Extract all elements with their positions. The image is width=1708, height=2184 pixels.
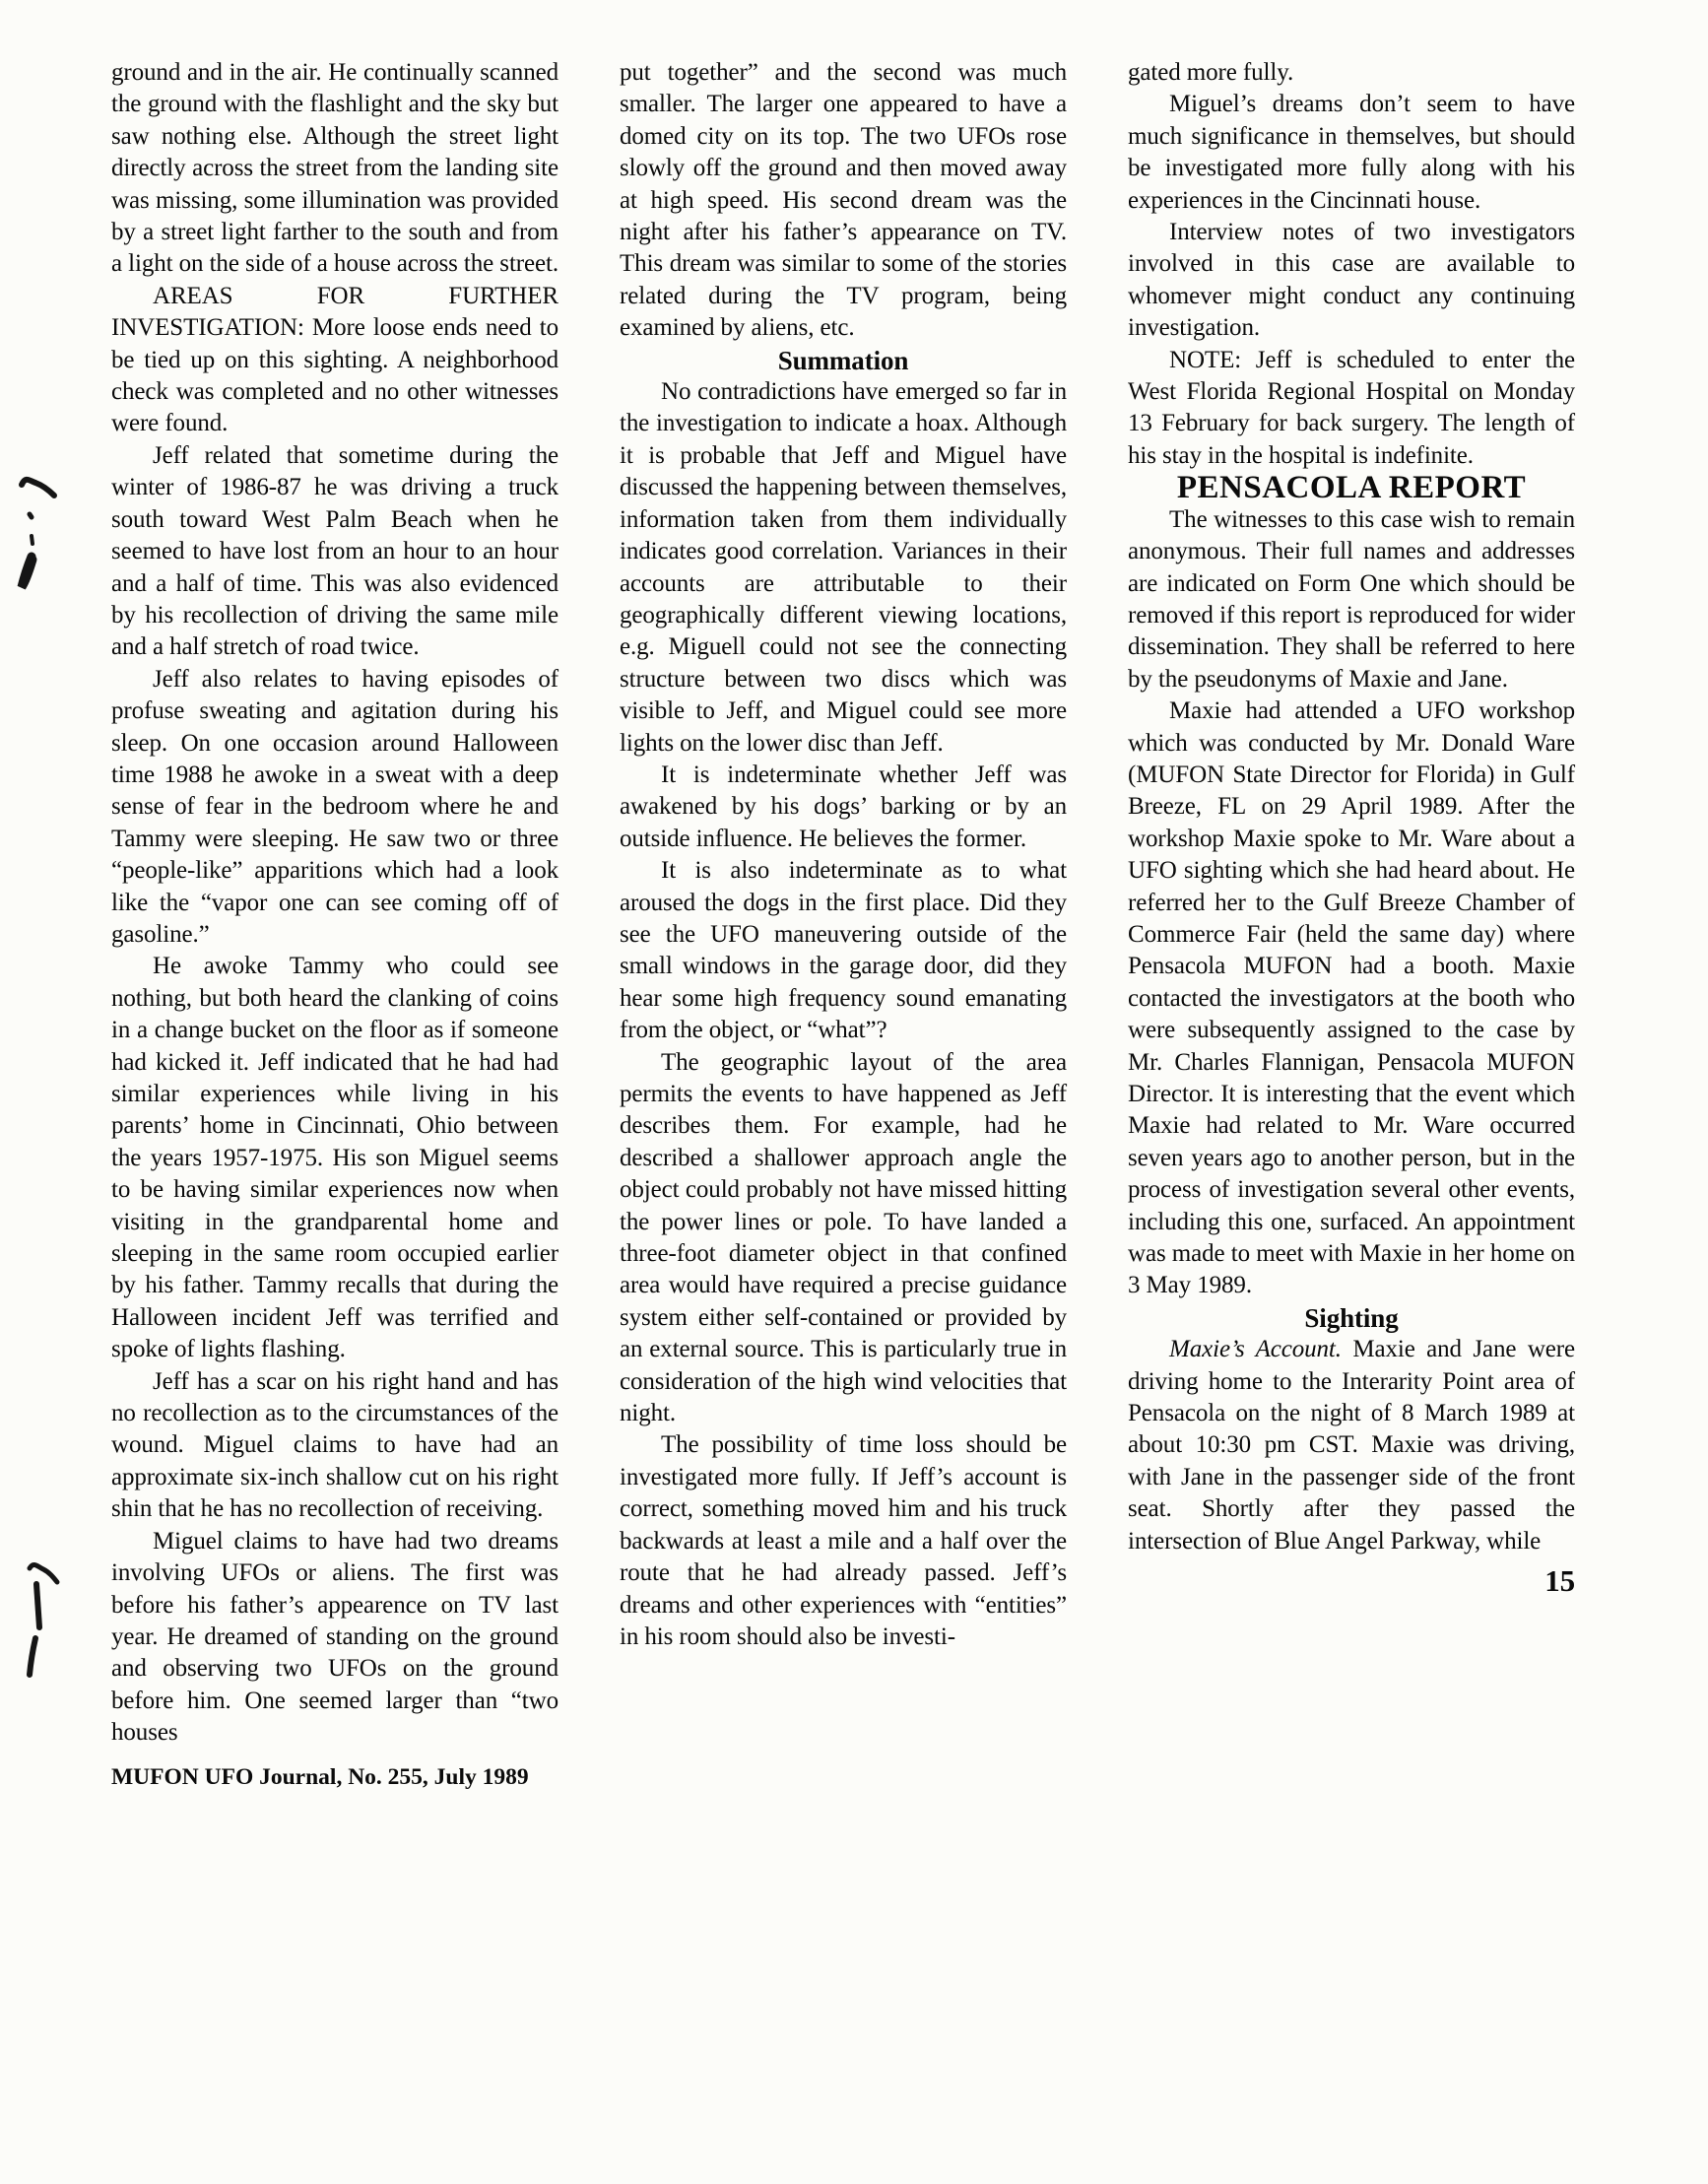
paragraph-areas-for-investigation: AREAS FOR FURTHER INVESTIGATION: More loose ends need to be tied up on this sighting. A neighborhood check was completed and no other witnesses were found. bbox=[111, 282, 558, 437]
column-2 bbox=[620, 57, 1067, 1793]
maxies-account-text: Maxie and Jane were driving home to the Interarity Point area of Pensacola on the night of 8 March 1989 at about 10:30 pm CST. Maxie was driving, with Jane in the passenger side of the front seat. Shortly after they passed the intersection of Blue Angel Parkway, while bbox=[1128, 1336, 1575, 1555]
paragraph-scar: Jeff has a scar on his right hand and has no recollection as to the circumstances of the wound. Miguel claims to have had an approximate six-inch shallow cut on his right shin that he has no recollection of receiving. bbox=[111, 1367, 558, 1523]
paragraph-no-contradictions: No contradictions have emerged so far in the investigation to indicate a hoax. Although it is probable that Jeff and Miguel have discussed the happening between themselves, information taken from them individually indicates good correlation. Variances in their accounts are attributable to their geographically different viewing locations, e.g. Miguell could not see the connecting structure between two discs which was visible to Jeff, and Miguel could see more lights on the lower disc than Jeff. bbox=[620, 378, 1067, 757]
paragraph-note-hospital: NOTE: Jeff is scheduled to enter the West Florida Regional Hospital on Monday 13 February for back surgery. The length of his stay in the hospital is indefinite. bbox=[1128, 346, 1575, 469]
paragraph-time-loss: Jeff related that sometime during the winter of 1986-87 he was driving a truck south toward West Palm Beach when he seemed to have lost from an hour to an hour and a half of time. This was also evidenced by his recollection of driving the same mile and a half stretch of road twice. bbox=[111, 441, 558, 661]
heading-sighting: Sighting bbox=[1304, 1302, 1399, 1333]
paragraph-continuation: ground and in the air. He continually scanned the ground with the flashlight and the sky but saw nothing else. Although the street light directly across the street from the landing site was missing, some illumination was provided by a street light farther to the south and from a light on the side of a house across the street. bbox=[111, 59, 558, 278]
paragraph-witnesses-anonymous: The witnesses to this case wish to remain anonymous. Their full names and addresses are indicated on Form One which should be removed if this report is reproduced for wider dissemination. They shall be referred to here by the pseudonyms of Maxie and Jane. bbox=[1128, 505, 1575, 693]
paragraph-continuation: gated more fully. bbox=[1128, 59, 1294, 86]
text-columns bbox=[111, 57, 1575, 1793]
paragraph-sleep-episodes: Jeff also relates to having episodes of profuse sweating and agitation during his sleep. On one occasion around Halloween time 1988 he awoke in a sweat with a deep sense of fear in the bedroom where he and Tammy were sleeping. He saw two or three “people-like” apparitions which had a look like the “vapor one can see coming off of gasoline.” bbox=[111, 665, 558, 948]
paragraph-geographic-layout: The geographic layout of the area permits the events to have happened as Jeff describes them. For example, had he described a shallower approach angle the object could probably not have missed hitting the power lines or pole. To have landed a three-foot diameter object in that confined area would have required a precise guidance system either self-contained or provided by an external source. This is particularly true in consideration of the high wind velocities that night. bbox=[620, 1048, 1067, 1427]
paragraph-tammy: He awoke Tammy who could see nothing, but both heard the clanking of coins in a change bucket on the floor as if someone had kicked it. Jeff indicated that he had had similar experiences while living in his parents’ home in Cincinnati, Ohio between the years 1957-1975. His son Miguel seems to be having similar experiences now when visiting in the grandparental home and sleeping in the same room occupied earlier by his father. Tammy recalls that during the Halloween incident Jeff was terrified and spoke of lights flashing. bbox=[111, 953, 558, 1363]
paragraph-miguel-dreams: Miguel claims to have had two dreams involving UFOs or aliens. The first was before his father’s appearence on TV last year. He dreamed of standing on the ground and observing two UFOs on the ground before him. One seemed larger than “two houses bbox=[111, 1527, 558, 1747]
paragraph-time-loss-possibility: The possibility of time loss should be investigated more fully. If Jeff’s account is correct, something moved him and his truck backwards at least a mile and a half over the route that he had already passed. Jeff’s dreams and other experiences with “entities” in his room should also be investi- bbox=[620, 1431, 1067, 1650]
maxies-account-lead: Maxie’s Account. bbox=[1169, 1336, 1342, 1363]
margin-pen-marks bbox=[0, 0, 79, 2184]
column-3 bbox=[1128, 57, 1575, 1793]
heading-summation: Summation bbox=[777, 345, 909, 375]
column-1 bbox=[111, 57, 558, 1793]
paragraph-maxies-account bbox=[1128, 1334, 1575, 1557]
paragraph-continuation: put together” and the second was much smaller. The larger one appeared to have a domed city on its top. The two UFOs rose slowly off the ground and then moved away at high speed. His second dream was the night after his father’s appearance on TV. This dream was similar to some of the stories related during the TV program, being examined by aliens, etc. bbox=[620, 59, 1067, 342]
paragraph-indeterminate-dogs: It is also indeterminate as to what aroused the dogs in the first place. Did they see the UFO maneuvering outside of the small windows in the garage door, did they hear some high frequency sound emanating from the object, or “what”? bbox=[620, 857, 1067, 1044]
paragraph-indeterminate-awakened: It is indeterminate whether Jeff was awakened by his dogs’ barking or by an outside influence. He believes the former. bbox=[620, 761, 1067, 852]
pen-mark-top bbox=[22, 480, 54, 587]
journal-footer: MUFON UFO Journal, No. 255, July 1989 bbox=[111, 1763, 529, 1790]
paragraph-maxie-workshop: Maxie had attended a UFO workshop which was conducted by Mr. Donald Ware (MUFON State Director for Florida) in Gulf Breeze, FL on 29 April 1989. After the workshop Maxie spoke to Mr. Ware about a UFO sighting which she had heard about. He referred her to the Gulf Breeze Chamber of Commerce Fair (held the same day) where Pensacola MUFON had a booth. Maxie contacted the investigators at the booth who were subsequently assigned to the case by Mr. Charles Flannigan, Pensacola MUFON Director. It is interesting that the event which Maxie had related to Mr. Ware occurred seven years ago to another person, but in the process of investigation several other events, including this one, surfaced. An appointment was made to meet with Maxie in her home on 3 May 1989. bbox=[1128, 697, 1575, 1299]
paragraph-miguels-dreams: Miguel’s dreams don’t seem to have much significance in themselves, but should be investigated more fully along with his experiences in the Cincinnati house. bbox=[1128, 91, 1575, 214]
paragraph-interview-notes: Interview notes of two investigators involved in this case are available to whomever might conduct any continuing investigation. bbox=[1128, 219, 1575, 342]
heading-pensacola-report: PENSACOLA REPORT bbox=[1176, 470, 1527, 506]
pen-mark-bottom bbox=[30, 1564, 57, 1675]
page-number: 15 bbox=[1544, 1563, 1575, 1599]
